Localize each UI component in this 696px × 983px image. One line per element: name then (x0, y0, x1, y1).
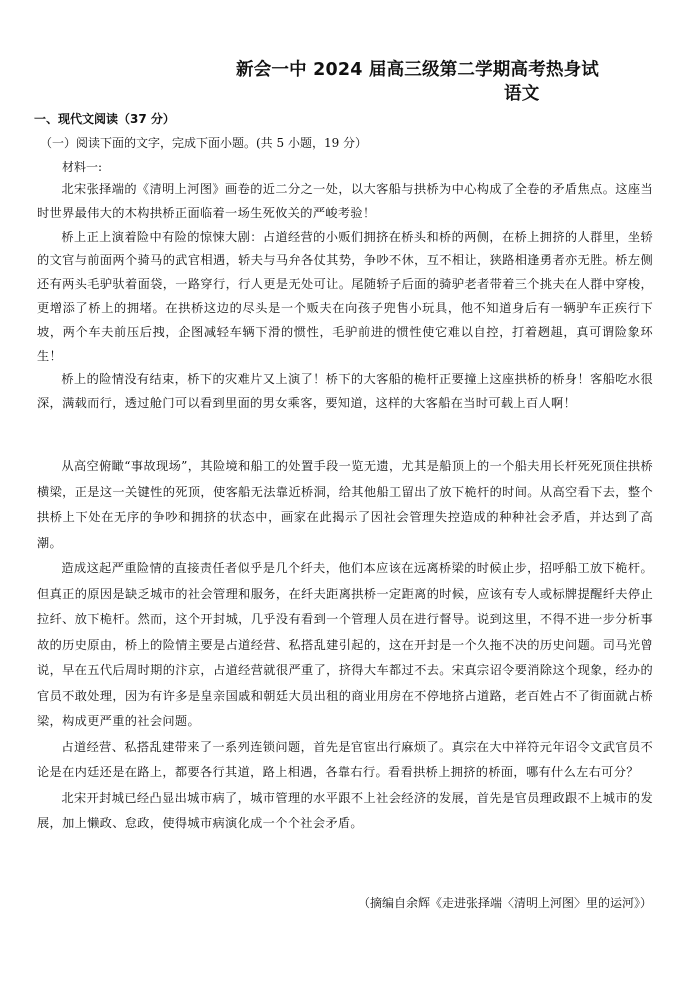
paragraph: 北宋张择端的《清明上河图》画卷的近二分之一处，以大客船与拱桥为中心构成了全卷的矛盾焦点。这座当时世界最伟大的木构拱桥正面临着一场生死攸关的严峻考验！ (37, 182, 653, 220)
exam-title (236, 58, 666, 106)
source-citation: （摘编自余辉《走进张择端〈清明上河图〉里的运河》） (357, 896, 652, 910)
paragraph: 从高空俯瞰“事故现场”，其险境和船工的处置手段一览无遗，尤其是船顶上的一个船夫用长杆死死顶住拱桥横梁，正是这一关键性的死顶，使客船无法靠近桥洞，给其他船工留出了放下桅杆的时间。从高空看下去，整个拱桥上下处在无序的争吵和拥挤的状态中，画家在此揭示了因社会管理失控造成的种种社会矛盾，并达到了高潮。 (37, 459, 653, 550)
section-heading: 一、现代文阅读（37 分） (34, 112, 175, 126)
paragraph: 造成这起严重险情的直接责任者似乎是几个纤夫，他们本应该在远离桥梁的时候止步，招呼船工放下桅杆。但真正的原因是缺乏城市的社会管理和服务，在纤夫距离拱桥一定距离的时候，应该有专人或标牌提醒纤夫停止拉纤、放下桅杆。然而，这个开封城，几乎没有看到一个管理人员在进行督导。说到这里，不得不进一步分析事故的历史原由，桥上的险情主要是占道经营、私搭乱建引起的，这在开封是一个久拖不决的历史问题。司马光曾说，早在五代后周时期的汴京，占道经营就很严重了，挤得大车都过不去。宋真宗诏令要消除这个现象，经办的官员不敢处理，因为有许多是皇亲国戚和朝廷大员出租的商业用房在不停地挤占道路，老百姓占不了街面就占桥梁，构成更严重的社会问题。 (37, 561, 653, 728)
passage-part-2 (37, 454, 653, 837)
subsection-instruction: （一）阅读下面的文字，完成下面小题。(共 5 小题，19 分） (40, 136, 368, 150)
material-label: 材料一: (62, 160, 103, 174)
exam-title-line1: 新会一中 2024 届高三级第二学期高考热身试 (236, 60, 599, 80)
paragraph: 桥上正上演着险中有险的惊悚大剧：占道经营的小贩们拥挤在桥头和桥的两侧，在桥上拥挤的人群里，坐轿的文官与前面两个骑马的武官相遇，轿夫与马弁各仗其势，争吵不休，互不相让，狭路相逢勇者亦无胜。桥左侧还有两头毛驴驮着面袋，一路穿行，行人更是无处可让。尾随轿子后面的骑驴老者带着三个挑夫在人群中穿梭，更增添了桥上的拥堵。在拱桥这边的尽头是一个贩夫在向孩子兜售小玩具，他不知道身后有一辆驴车正疾行下坡，两个车夫前压后拽，企图减轻车辆下滑的惯性，毛驴前进的惯性使它难以自控，打着趔趄，真可谓险象环生！ (37, 229, 653, 363)
paragraph: 占道经营、私搭乱建带来了一系列连锁问题，首先是官宦出行麻烦了。真宗在大中祥符元年诏令文武官员不论是在内廷还是在路上，都要各行其道，路上相遇，各靠右行。看看拱桥上拥挤的桥面，哪有什么左右可分？ (37, 739, 653, 779)
passage-part-1 (37, 178, 653, 416)
paragraph: 北宋开封城已经凸显出城市病了，城市管理的水平跟不上社会经济的发展，首先是官员理政跟不上城市的发展，加上懒政、怠政，使得城市病演化成一个个社会矛盾。 (37, 790, 653, 830)
paragraph: 桥上的险情没有结束，桥下的灾难片又上演了！桥下的大客船的桅杆正要撞上这座拱桥的桥身！客船吃水很深，满载而行，透过舱门可以看到里面的男女乘客，要知道，这样的大客船在当时可载上百人啊！ (37, 372, 653, 411)
exam-title-line2: 语文 (504, 84, 540, 104)
